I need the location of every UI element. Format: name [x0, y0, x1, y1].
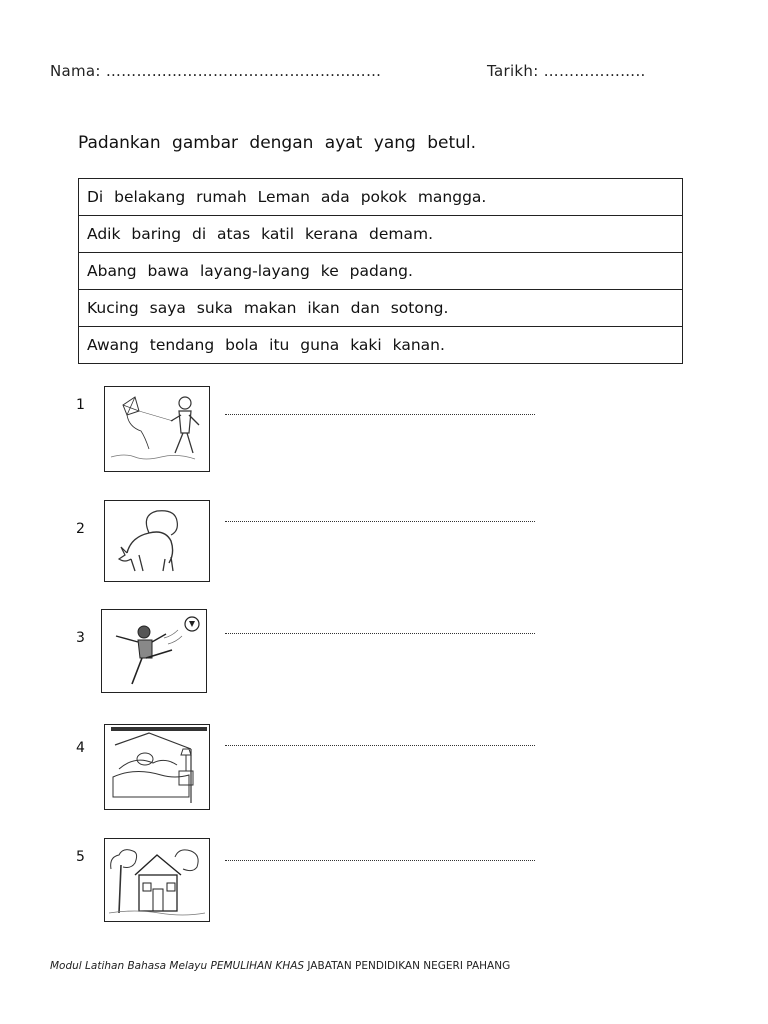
date-blank[interactable]: ……………….. — [543, 62, 646, 80]
footer-department: JABATAN PENDIDIKAN NEGERI PAHANG — [304, 960, 511, 972]
answer-line[interactable] — [225, 860, 535, 861]
boy-flying-kite-icon — [105, 387, 209, 471]
sentence-cell: Di belakang rumah Leman ada pokok mangga. — [79, 179, 683, 216]
child-sick-in-bed-icon — [105, 725, 209, 809]
item-number: 1 — [76, 397, 85, 413]
item-number: 5 — [76, 849, 85, 865]
table-row — [79, 253, 683, 290]
name-label: Nama: — [50, 62, 101, 80]
child-sick-in-bed-picture — [104, 724, 210, 810]
cat-stretching-picture — [104, 500, 210, 582]
sentence-cell: Adik baring di atas katil kerana demam. — [79, 216, 683, 253]
house-with-tree-icon — [105, 839, 209, 921]
cat-stretching-icon — [105, 501, 209, 581]
name-blank[interactable]: ……………………………………………… — [105, 62, 382, 80]
name-field — [50, 62, 381, 80]
answer-line[interactable] — [225, 414, 535, 415]
date-label: Tarikh: — [487, 62, 539, 80]
footer — [50, 960, 510, 972]
boy-kicking-ball-picture — [101, 609, 207, 693]
item-number: 4 — [76, 740, 85, 756]
house-with-tree-picture — [104, 838, 210, 922]
instruction-text: Padankan gambar dengan ayat yang betul. — [78, 133, 477, 153]
table-row — [79, 216, 683, 253]
boy-kicking-ball-icon — [102, 610, 206, 692]
boy-flying-kite-picture — [104, 386, 210, 472]
answer-line[interactable] — [225, 745, 535, 746]
date-field — [487, 62, 646, 80]
sentence-table — [78, 178, 683, 364]
answer-line[interactable] — [225, 633, 535, 634]
item-number: 3 — [76, 630, 85, 646]
table-row — [79, 179, 683, 216]
item-number: 2 — [76, 521, 85, 537]
table-row — [79, 327, 683, 364]
sentence-cell: Awang tendang bola itu guna kaki kanan. — [79, 327, 683, 364]
sentence-cell: Kucing saya suka makan ikan dan sotong. — [79, 290, 683, 327]
sentence-cell: Abang bawa layang-layang ke padang. — [79, 253, 683, 290]
answer-line[interactable] — [225, 521, 535, 522]
table-row — [79, 290, 683, 327]
footer-module-title: Modul Latihan Bahasa Melayu PEMULIHAN KHAS — [50, 960, 305, 972]
